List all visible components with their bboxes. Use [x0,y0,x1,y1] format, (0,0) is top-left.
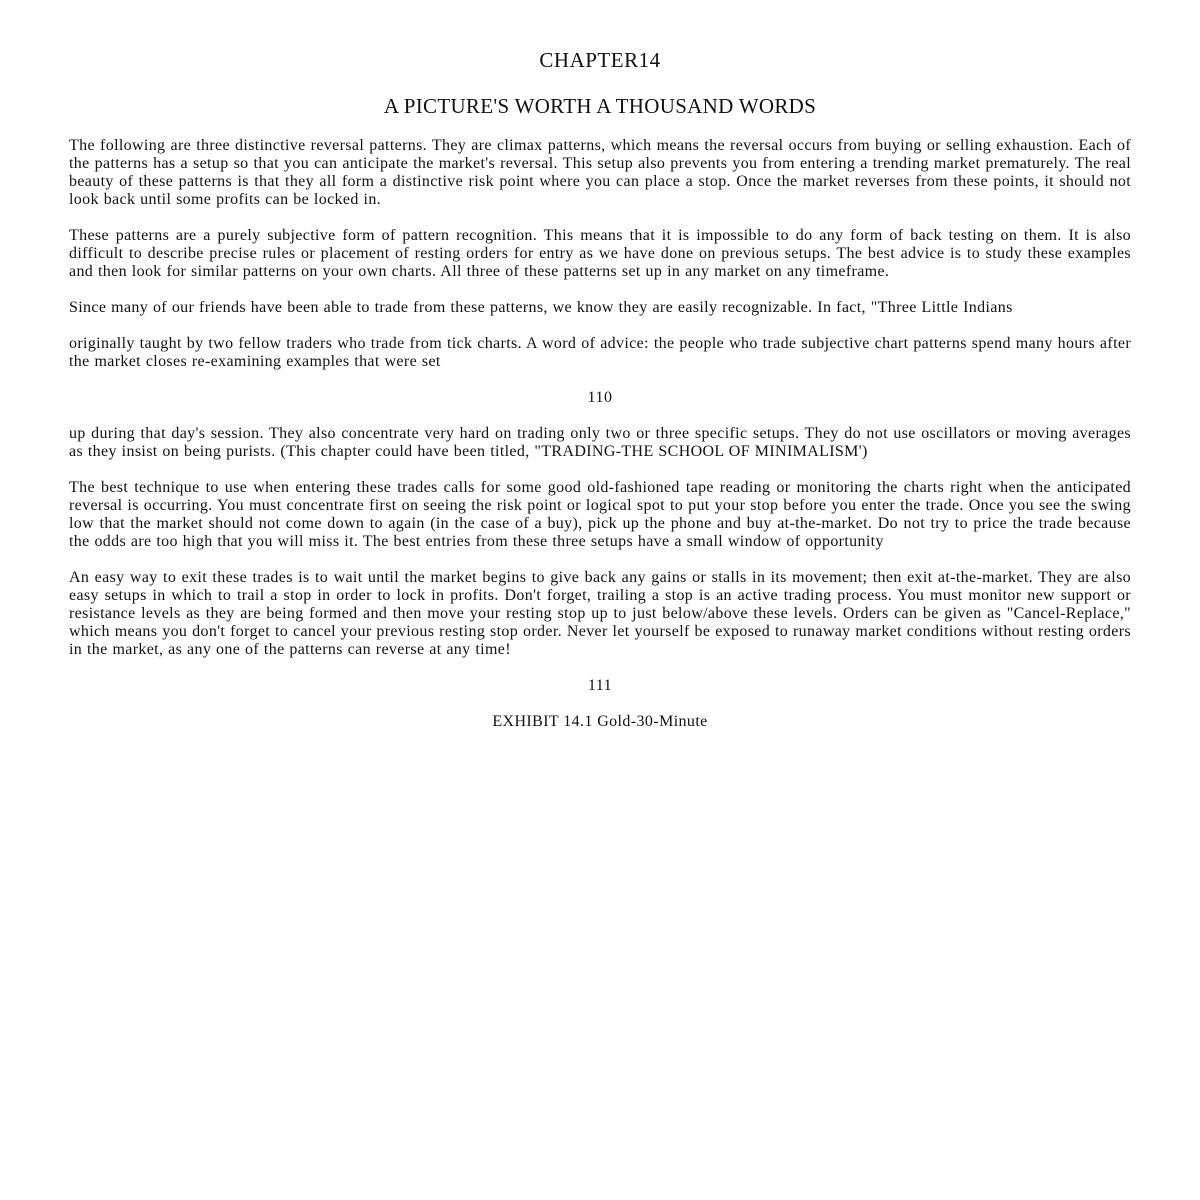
page-number-111: 111 [587,677,613,694]
chapter-label: CHAPTER14 [539,48,661,72]
paragraph-3: Since many of our friends have been able to trade from these patterns, we know they are easily recognizable. In fact, "Three Little Indians [69,299,1013,316]
paragraph-1: The following are three distinctive reversal patterns. They are climax patterns, which means the reversal occurs from buying or selling exhaustion. Each of the patterns has a setup so that you can anticipate the market's reversal. This setup also prevents you from entering a trending market prematurely. The real beauty of these patterns is that they all form a distinctive risk point where you can place a stop. Once the market reverses from these points, it should not look back until some profits can be locked in. [69,137,1131,208]
paragraph-7: An easy way to exit these trades is to wait until the market begins to give back any gains or stalls in its movement; then exit at-the-market. They are also easy setups in which to trail a stop in order to lock in profits. Don't forget, trailing a stop is an active trading process. You must monitor new support or resistance levels as they are being formed and then move your resting stop up to just below/above these levels. Orders can be given as "Cancel-Replace," which means you don't forget to cancel your previous resting stop order. Never let yourself be exposed to runaway market conditions without resting orders in the market, as any one of the patterns can reverse at any time! [69,569,1131,658]
paragraph-5: up during that day's session. They also concentrate very hard on trading only two or three specific setups. They do not use oscillators or moving averages as they insist on being purists. (This chapter could have been titled, "TRADING-THE SCHOOL OF MINIMALISM') [69,425,1131,460]
exhibit-caption: EXHIBIT 14.1 Gold-30-Minute [492,713,708,730]
paragraph-4: originally taught by two fellow traders who trade from tick charts. A word of advice: the people who trade subjective chart patterns spend many hours after the market closes re-examining examples that were set [69,335,1131,370]
page-number-110: 110 [587,389,613,406]
paragraph-6: The best technique to use when entering these trades calls for some good old-fashioned tape reading or monitoring the charts right when the anticipated reversal is occurring. You must concentrate first on seeing the risk point or logical spot to put your stop before you enter the trade. Once you see the swing low that the market should not come down to again (in the case of a buy), pick up the phone and buy at-the-market. Do not try to price the trade because the odds are too high that you will miss it. The best entries from these three setups have a small window of opportunity [69,479,1131,550]
chapter-title: A PICTURE'S WORTH A THOUSAND WORDS [383,94,817,118]
paragraph-2: These patterns are a purely subjective form of pattern recognition. This means that it is impossible to do any form of back testing on them. It is also difficult to describe precise rules or placement of resting orders for entry as we have done on previous setups. The best advice is to study these examples and then look for similar patterns on your own charts. All three of these patterns set up in any market on any timeframe. [69,227,1131,280]
